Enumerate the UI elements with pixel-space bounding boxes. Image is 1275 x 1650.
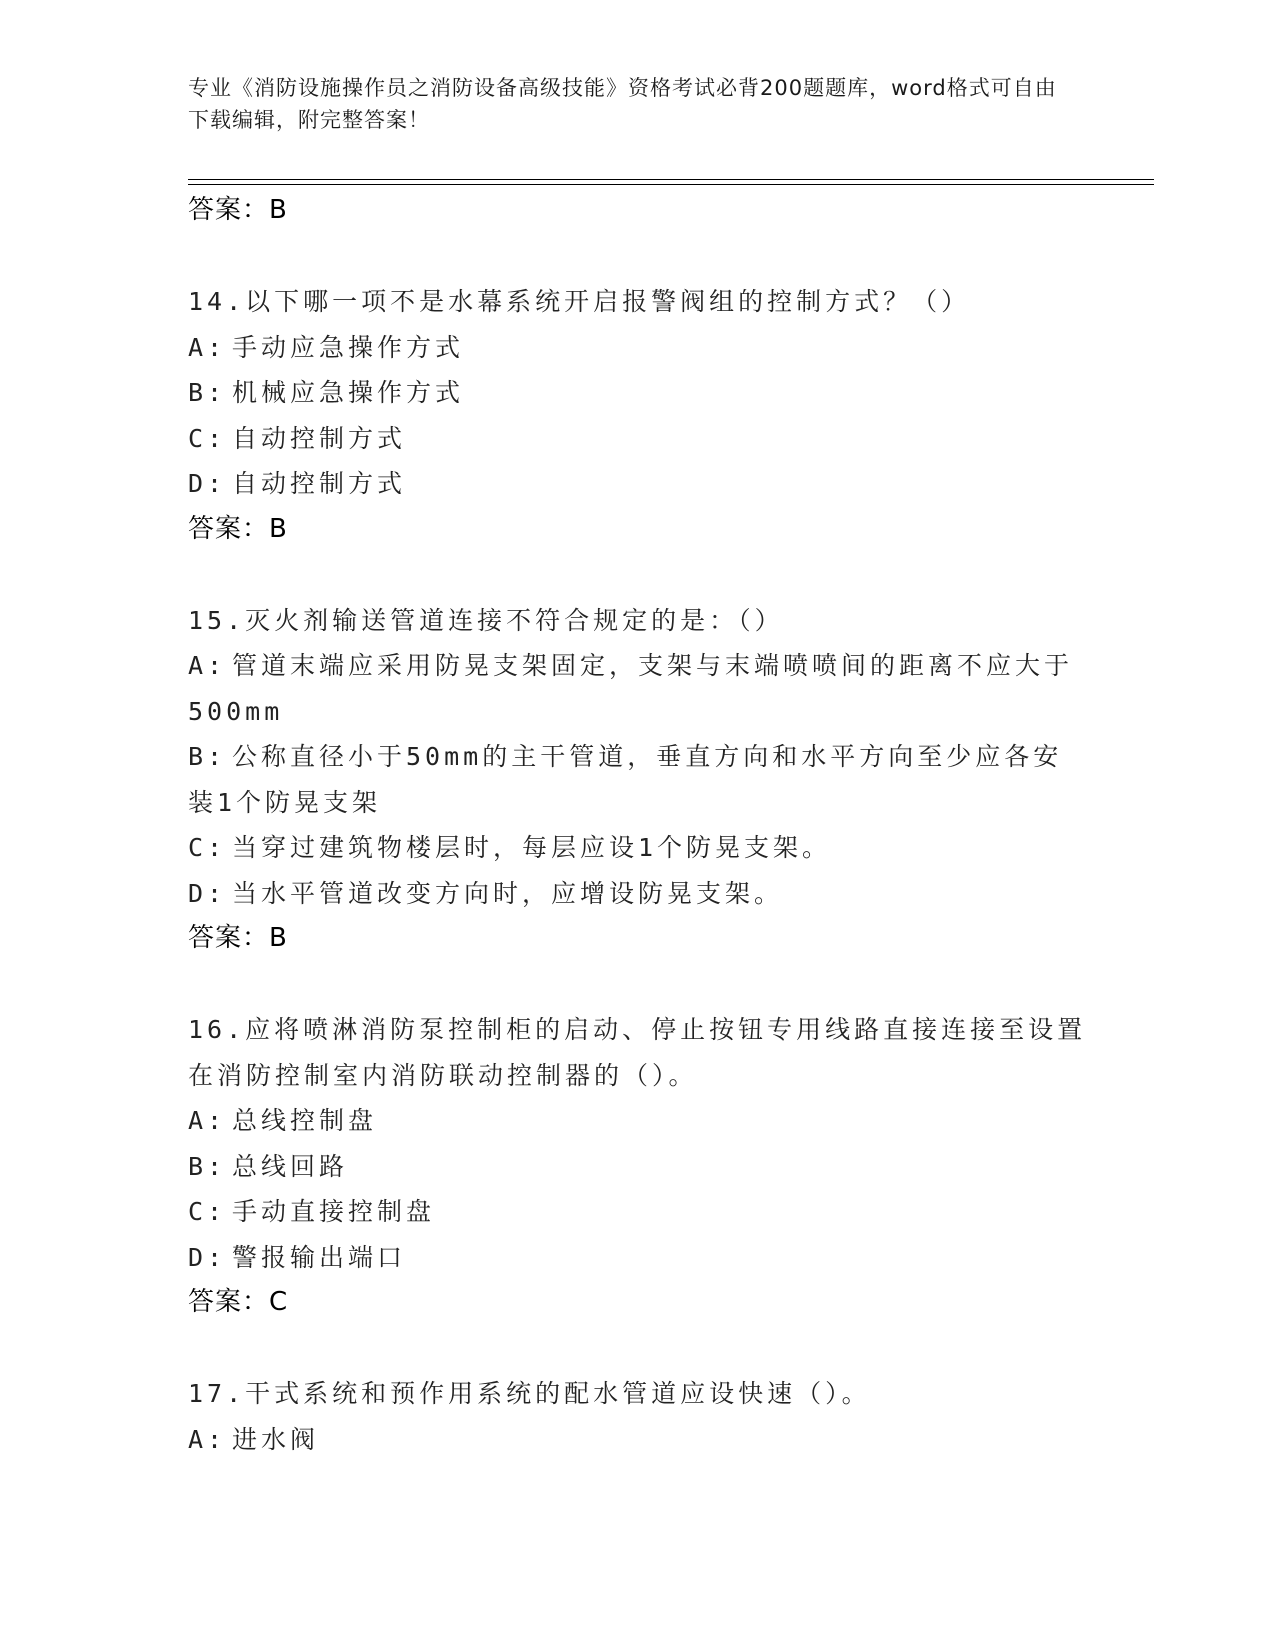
option-key: A: <box>188 332 227 362</box>
option-key: B: <box>188 378 227 407</box>
option-text: 当穿过建筑物楼层时，每层应设1个防晃支架。 <box>232 833 832 862</box>
option-text: 当水平管道改变方向时，应增设防晃支架。 <box>232 878 784 908</box>
question-17 <box>188 1371 1088 1462</box>
question-stem: 15.灭火剂输送管道连接不符合规定的是：（） <box>188 605 784 635</box>
answer: 答案：C <box>188 1287 289 1317</box>
option-c <box>188 825 1088 871</box>
option-text: 手动应急操作方式 <box>232 332 465 362</box>
option-a <box>188 1098 1088 1144</box>
option-c <box>188 416 1088 462</box>
header-divider <box>188 179 1154 185</box>
option-d <box>188 1235 1088 1281</box>
question-14 <box>188 279 1088 551</box>
option-c <box>188 1189 1088 1235</box>
option-key: D: <box>188 469 227 498</box>
option-key: D: <box>188 878 227 908</box>
option-key: A: <box>188 1106 227 1135</box>
question-stem: 17.干式系统和预作用系统的配水管道应设快速（）。 <box>188 1379 871 1408</box>
option-key: B: <box>188 742 227 771</box>
option-text: 手动直接控制盘 <box>232 1197 436 1226</box>
option-key: C: <box>188 423 227 453</box>
previous-answer: 答案：B <box>188 195 288 225</box>
document-header: 专业《消防设施操作员之消防设备高级技能》资格考试必背200题题库，word格式可自由下载编辑，附完整答案！ <box>188 76 1057 132</box>
option-text: 总线回路 <box>232 1151 349 1181</box>
option-key: D: <box>188 1242 227 1272</box>
option-text: 警报输出端口 <box>232 1242 407 1272</box>
option-text: 自动控制方式 <box>232 469 407 498</box>
option-text: 进水阀 <box>232 1424 320 1454</box>
option-d <box>188 461 1088 507</box>
answer: 答案：B <box>188 923 288 953</box>
option-text: 机械应急操作方式 <box>232 378 465 407</box>
option-d <box>188 871 1088 917</box>
answer: 答案：B <box>188 513 288 544</box>
option-text: 总线控制盘 <box>232 1106 378 1135</box>
question-stem: 14.以下哪一项不是水幕系统开启报警阀组的控制方式？（） <box>188 287 971 316</box>
option-text: 自动控制方式 <box>232 423 407 453</box>
question-15 <box>188 598 1088 961</box>
option-key: B: <box>188 1151 227 1181</box>
option-a <box>188 1417 1088 1463</box>
question-list <box>188 188 1088 1462</box>
option-b <box>188 1144 1088 1190</box>
option-b <box>188 370 1088 416</box>
option-b <box>188 734 1088 825</box>
option-key: C: <box>188 833 227 862</box>
option-text: 公称直径小于50mm的主干管道，垂直方向和水平方向至少应各安装1个防晃支架 <box>188 742 1063 817</box>
option-a <box>188 325 1088 371</box>
option-key: A: <box>188 1424 227 1454</box>
option-a <box>188 643 1088 734</box>
question-16 <box>188 1007 1088 1324</box>
option-text: 管道末端应采用防晃支架固定，支架与末端喷喷间的距离不应大于500mm <box>188 651 1074 726</box>
option-key: C: <box>188 1197 227 1226</box>
option-key: A: <box>188 651 227 680</box>
question-stem: 16.应将喷淋消防泵控制柜的启动、停止按钮专用线路直接连接至设置在消防控制室内消防联动控制器的（）。 <box>188 1015 1087 1090</box>
